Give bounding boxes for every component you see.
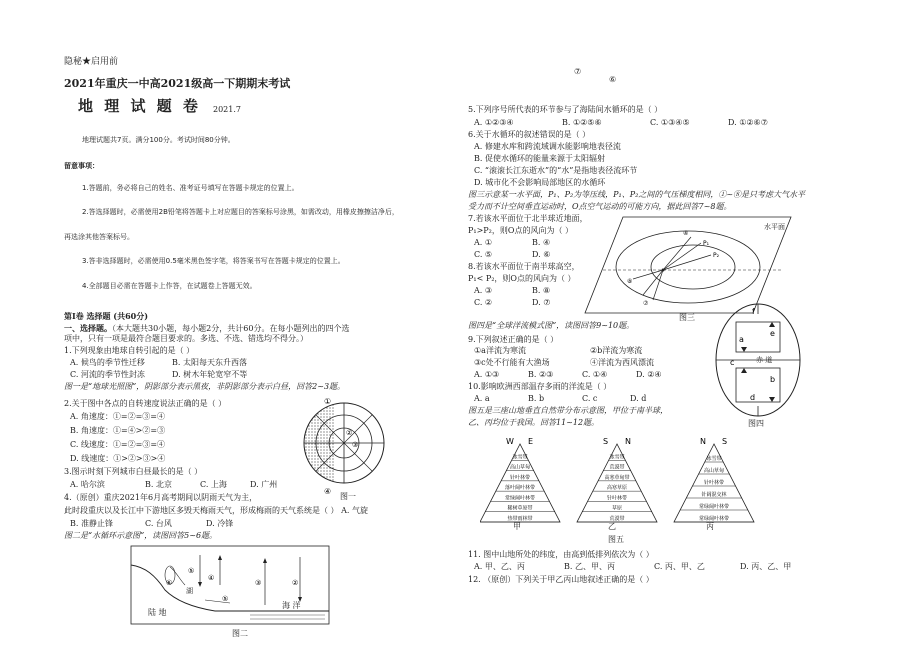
q7-option-d: D. ⑥: [532, 250, 551, 259]
svg-text:④: ④: [208, 574, 215, 582]
q1-option-c: C. 河流的季节性封冻: [70, 370, 145, 379]
q9-stem: 9.下列叙述正确的是（ ）: [468, 335, 559, 344]
section1-line: [64, 324, 349, 333]
section1-desc-2: 项中，只有一项是最符合题目要求的。多选、不选、错选均不得分。）: [64, 334, 308, 343]
notice-heading: 留意事项：: [64, 162, 99, 170]
svg-text:f: f: [752, 307, 755, 316]
mountain-direction-right: E: [528, 437, 534, 446]
belt-label: 冰雪带: [512, 454, 528, 461]
svg-text:P₂: P₂: [713, 252, 720, 259]
mountain-direction-left: S: [603, 437, 609, 446]
belt-label: 落叶阔叶林带: [504, 485, 536, 492]
q5-option-a: A. ①②③④: [474, 118, 514, 127]
q3-option-a: A. 哈尔滨: [70, 480, 105, 489]
q9-choice-b: B. ②③: [528, 370, 554, 379]
q11-stem: 11. 图中山地所处的纬度，由高到低排列依次为（ ）: [468, 550, 654, 559]
fig5-caption: 图五: [608, 535, 624, 544]
svg-text:b: b: [770, 375, 776, 384]
q2-stem: 2.关于图中各点的自转速度说法正确的是（ ）: [64, 399, 227, 408]
notice-item-4: 4.全部题目必需在答题卡上作答，在试题卷上答题无效。: [82, 282, 257, 290]
fig2-lake-label: 湖: [186, 587, 193, 595]
q8-option-d: D. ⑦: [532, 298, 551, 307]
notice-item-2: 2.答选择题时，必需使用2B铅笔将答题卡上对应题目的答案标号涂黑，如需改动，用橡皮擦擦洁净后，: [82, 208, 399, 216]
section1-desc: （本大题共30小题，每小题2分，共计60分。在每小题列出的四个选: [112, 324, 350, 333]
belt-label: 针叶林带: [509, 474, 531, 481]
mountain-belts-figure: [480, 436, 755, 528]
q8-option-a: A. ③: [474, 286, 493, 295]
svg-text:⑦: ⑦: [643, 300, 649, 307]
q7-option-a: A. ①: [474, 238, 493, 247]
fig4-equator-label: 赤 道: [756, 356, 773, 364]
q11-option-b: B. 乙、甲、丙: [564, 562, 615, 571]
q9-choice-c: C. ①④: [582, 370, 608, 379]
fig2-land-label: 陆 地: [148, 608, 167, 617]
part1-heading: 第Ⅰ卷 选择题 (共60分): [64, 311, 149, 321]
q8-stem: 8.若该水平面位于南半球高空，: [468, 262, 580, 271]
fig3-intro-2: 受力而不计空间垂直运动时，O点空气运动的可能方向，据此回答7~8题。: [468, 202, 732, 211]
svg-text:⑥: ⑥: [166, 579, 173, 587]
q8-option-c: C. ②: [474, 298, 493, 307]
belt-label: 针阔混交林: [701, 492, 727, 498]
mountain-direction-left: W: [506, 437, 514, 446]
fig5-intro-1: 图五是三座山地垂直自然带分布示意图，甲位于南半球，: [468, 406, 668, 415]
mountain-direction-right: N: [625, 437, 631, 446]
fig2-ocean-label: 海 洋: [282, 601, 301, 610]
svg-text:③: ③: [352, 441, 359, 449]
fig3-caption: 图三: [679, 313, 695, 322]
q3-option-d: D. 广州: [250, 480, 278, 489]
q9-statement-4: ④洋流为西风漂流: [590, 358, 654, 367]
q9-choice-d: D. ②④: [636, 370, 662, 379]
belt-label: 荒漠带: [609, 464, 625, 471]
svg-text:⑧: ⑧: [627, 278, 633, 285]
fig1-caption: 图一: [340, 492, 356, 501]
svg-text:②: ②: [292, 579, 299, 587]
q4-stem-2: 此时段重庆以及长江中下游地区多毁天梅雨天气，形成梅雨的天气系统是（ ） A. 气旋: [64, 506, 368, 515]
svg-text:③: ③: [255, 579, 262, 587]
svg-text:①: ①: [324, 397, 332, 406]
q7-option-b: B. ④: [532, 238, 551, 247]
q11-option-d: D. 丙、乙、甲: [740, 562, 792, 571]
q5-option-c: C. ①③④⑤: [650, 118, 690, 127]
svg-text:⑤: ⑤: [222, 595, 229, 603]
q6-option-d: D. 城市化不会影响局部地区的水循环: [474, 178, 606, 187]
earth-illumination-figure: [296, 395, 386, 505]
secret-label: 隐秘★启用前: [64, 57, 119, 67]
exam-title: 2021年重庆一中高2021级高一下期期末考试: [64, 77, 291, 90]
q6-option-b: B. 促使水循环的能量来源于太阳辐射: [474, 154, 605, 163]
fig4-caption: 图四: [748, 419, 764, 428]
q10-option-d: D. d: [630, 394, 647, 403]
q4-option-b: B. 准静止锋: [70, 519, 113, 528]
belt-label: 荒漠带: [609, 516, 625, 522]
svg-text:e: e: [770, 329, 775, 338]
belt-label: 常绿阔叶林带: [698, 504, 730, 510]
q1-stem: 1.下列现象由地球自转引起的是（ ）: [64, 346, 195, 355]
q5-stem: 5.下列序号所代表的环节参与了海陆间水循环的是（ ）: [468, 105, 663, 114]
svg-text:⑤: ⑤: [188, 567, 195, 575]
q1-option-a: A. 候鸟的季节性迁移: [70, 358, 145, 367]
mountain-direction-right: S: [722, 437, 728, 446]
notice-item-3: 3.答非选择题时，必需使用0.5毫米黑色签字笔，将答案书写在答题卡规定的位置上。: [82, 257, 345, 265]
svg-text:c: c: [730, 358, 735, 367]
belt-label: 草原: [611, 505, 623, 512]
q9-statement-1: ①a洋流为寒流: [474, 346, 526, 355]
q2-option-d: D. 线速度：①>②>③>④: [70, 454, 166, 463]
subject-title: 地 理 试 题 卷: [78, 97, 201, 115]
q11-option-a: A. 甲、乙、丙: [474, 562, 525, 571]
belt-label: 冰雪带: [706, 456, 722, 462]
q7-option-c: C. ⑤: [474, 250, 493, 259]
svg-text:d: d: [750, 393, 756, 402]
q2-option-c: C. 线速度：①=②=③=④: [70, 440, 166, 449]
q6-option-a: A. 修建水库和跨流域调水能影响地表径流: [474, 142, 621, 151]
q6-option-c: C. “滚滚长江东逝水”的“水”是指地表径流环节: [474, 166, 638, 175]
q1-option-d: D. 树木年轮宽窄不等: [172, 370, 248, 379]
fig3-intro-1: 图三示意某一水平面，P₁、P₂为等压线，P₁、P₂之间的气压梯度相同，①~⑧是只考虑大气水平: [468, 190, 806, 199]
q7-stem: 7.若该水平面位于北半球近地面，: [468, 214, 588, 223]
q2-option-a: A. 角速度：①=②=③=④: [70, 412, 165, 421]
q6-stem: 6.关于水循环的叙述错误的是（ ）: [468, 130, 591, 139]
belt-label: 针叶林带: [606, 495, 628, 502]
belt-label: 高山草甸: [509, 464, 531, 471]
q9-choice-a: A. ①③: [474, 370, 500, 379]
q1-option-b: B. 太阳每天东升西落: [172, 358, 247, 367]
q2-option-b: B. 角速度：①=④>②=③: [70, 426, 166, 435]
fig2-intro: 图二是“水循环示意图”，读图回答5~6题。: [64, 531, 218, 540]
notice-item-2-cont: 再选涂其他答案标号。: [64, 233, 134, 241]
top-mark-6: ⑥: [609, 75, 617, 84]
q8-condition: P₁< P₂，则O点的风向为（ ）: [468, 274, 576, 283]
belt-label: 高山草甸: [703, 468, 725, 474]
top-mark-7: ⑦: [574, 67, 582, 76]
q5-option-d: D. ①②⑥⑦: [728, 118, 768, 127]
q12-stem: 12. （原创）下列关于甲乙丙山地叙述正确的是（ ）: [468, 575, 654, 584]
exam-date: 2021.7: [213, 105, 241, 114]
q9-statement-2: ②b洋流为寒流: [590, 346, 643, 355]
mountain-name-2: 乙: [608, 522, 616, 531]
svg-text:P₁: P₁: [703, 240, 710, 247]
q10-option-a: A. a: [474, 394, 490, 403]
q11-option-c: C. 丙、甲、乙: [654, 562, 705, 571]
exam-intro: 地理试题共7页。满分100分。考试时间80分钟。: [82, 136, 235, 144]
q9-statement-3: ③c处不行能有大渔场: [474, 358, 550, 367]
section1-heading: 一、选择题。: [64, 323, 112, 333]
q4-stem: 4.（原创）重庆2021年6月高考期间以阴雨天气为主，: [64, 493, 258, 502]
svg-text:a: a: [739, 335, 744, 344]
q10-stem: 10.影响欧洲西部温存多雨的洋流是（ ）: [468, 382, 612, 391]
q3-option-c: C. 上海: [200, 480, 227, 489]
belt-label: 常绿阔叶林带: [504, 495, 536, 502]
q10-option-c: C. c: [582, 394, 598, 403]
belt-label: 针叶林带: [703, 480, 725, 486]
belt-label: 常绿阔叶林带: [698, 516, 730, 522]
mountain-name-1: 甲: [513, 522, 521, 531]
fig3-plane-label: 水平面: [764, 223, 785, 231]
q10-option-b: B. b: [528, 394, 545, 403]
fig1-intro: 图一是“地球光照图”，阴影部分表示黑夜，非阴影部分表示白昼，回答2~3题。: [64, 382, 346, 391]
belt-label: 高寒草甸带: [604, 474, 630, 481]
mountain-name-3: 丙: [706, 522, 714, 531]
belt-label: 冰雪带: [609, 454, 625, 461]
fig2-caption: 图二: [232, 629, 248, 638]
q7-condition: P₁>P₂，则O点的风向为（ ）: [468, 226, 573, 235]
q3-option-b: B. 北京: [145, 480, 172, 489]
belt-label: 稀树草原带: [507, 505, 533, 512]
q4-option-d: D. 冷锋: [206, 519, 234, 528]
q4-option-c: C. 台风: [145, 519, 172, 528]
notice-item-1: 1.答题前，务必将自己的姓名、准考证号填写在答题卡规定的位置上。: [82, 184, 299, 192]
q8-option-b: B. ⑧: [532, 286, 551, 295]
mountain-direction-left: N: [700, 437, 706, 446]
q5-option-b: B. ①②⑤⑥: [562, 118, 602, 127]
fig5-intro-2: 乙、丙均位于我国。回答11~12题。: [468, 418, 600, 427]
svg-text:④: ④: [683, 230, 689, 237]
belt-label: 高寒草原: [606, 485, 628, 492]
q3-stem: 3.图示时刻下列城市白昼最长的是（ ）: [64, 467, 203, 476]
fig4-intro: 图四是“全球洋流模式图”，读图回答9~10题。: [468, 321, 635, 330]
belt-label: 热带雨林带: [507, 516, 533, 522]
svg-text:④: ④: [324, 487, 332, 496]
svg-text:②: ②: [346, 429, 353, 437]
